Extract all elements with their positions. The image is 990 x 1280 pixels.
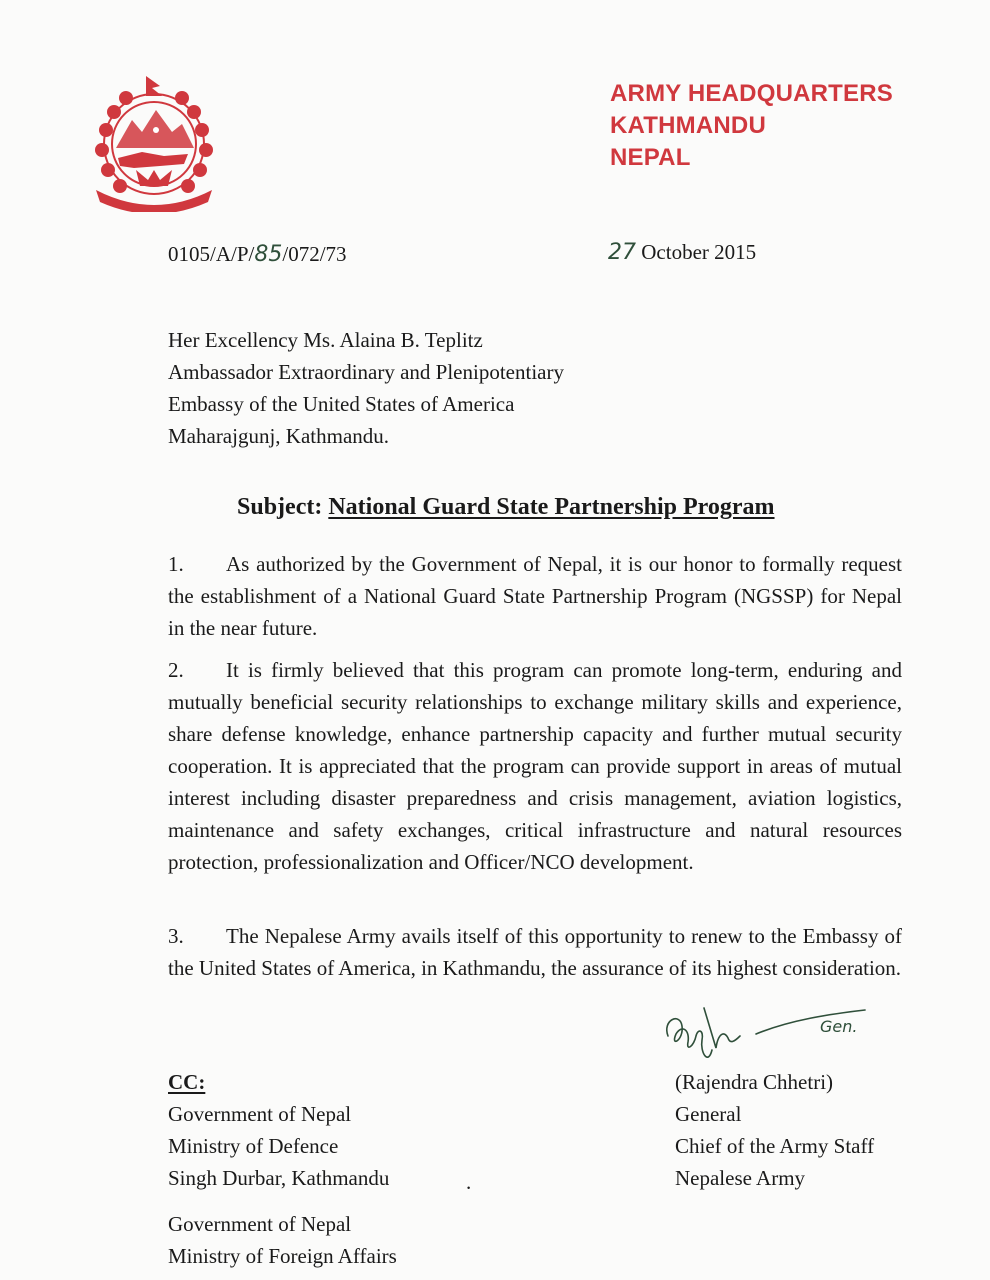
- letterhead-line-3: NEPAL: [610, 144, 691, 171]
- signature-suffix: Gen.: [820, 1017, 858, 1036]
- letterhead-line-1: ARMY HEADQUARTERS: [610, 80, 893, 107]
- signer-name: (Rajendra Chhetri): [675, 1070, 834, 1094]
- letterhead: [610, 78, 893, 174]
- subject-line: [237, 494, 775, 521]
- paragraph-text: As authorized by the Government of Nepal, it is our honor to formally request the establishment of a National Guard State Partnership Program (NGSSP) for Nepal in the near future.: [168, 552, 902, 640]
- paragraph-number: 1.: [168, 552, 184, 576]
- paragraph-text: The Nepalese Army avails itself of this opportunity to renew to the Embassy of the United States of America, in Kathmandu, the assurance of its highest consideration.: [168, 924, 902, 980]
- cc-line: Ministry of Foreign Affairs: [168, 1244, 397, 1268]
- signer-rank: General: [675, 1102, 742, 1126]
- recipient-line-1: Her Excellency Ms. Alaina B. Teplitz: [168, 328, 483, 352]
- paragraph-number: 2.: [168, 658, 184, 682]
- cc-label: CC:: [168, 1070, 206, 1094]
- stray-mark: .: [466, 1170, 472, 1194]
- nepal-coat-of-arms-emblem: [84, 70, 224, 212]
- reference-handwritten-number: 85: [254, 242, 283, 267]
- recipient-address: [168, 324, 564, 452]
- letterhead-line-2: KATHMANDU: [610, 112, 766, 139]
- paragraph-3: [168, 920, 902, 984]
- reference-prefix: 0105/A/P/: [168, 242, 255, 266]
- cc-line: Government of Nepal: [168, 1102, 352, 1126]
- cc-block: [168, 1066, 389, 1194]
- reference-number: [168, 242, 347, 267]
- paragraph-2: [168, 654, 902, 878]
- cc-line: Singh Durbar, Kathmandu: [168, 1166, 390, 1190]
- signer-title: Chief of the Army Staff: [675, 1134, 875, 1158]
- paragraph-1: [168, 548, 902, 644]
- cc-block-2: [168, 1208, 397, 1272]
- reference-suffix: /072/73: [282, 242, 347, 266]
- signer-block: [675, 1066, 874, 1194]
- paragraph-text: It is firmly believed that this program can promote long-term, enduring and mutually beneficial security relationships to exchange military skills and experience, share defense knowledge, enhance partnership capacity and further mutual security cooperation. It is appreciated that the program can provide support in areas of mutual interest including disaster preparedness and crisis management, aviation logistics, maintenance and safety exchanges, critical infrastructure and natural resources protection, professionalization and Officer/NCO development.: [168, 658, 902, 874]
- date-handwritten-day: 27: [608, 240, 636, 265]
- signer-org: Nepalese Army: [675, 1166, 806, 1190]
- recipient-line-4: Maharajgunj, Kathmandu.: [168, 424, 390, 448]
- cc-line: Government of Nepal: [168, 1212, 352, 1236]
- subject-text: National Guard State Partnership Program: [328, 494, 775, 520]
- subject-label: Subject:: [237, 494, 323, 520]
- paragraph-number: 3.: [168, 924, 184, 948]
- recipient-line-2: Ambassador Extraordinary and Plenipotentiary: [168, 360, 564, 384]
- cc-line: Ministry of Defence: [168, 1134, 339, 1158]
- letter-date: [608, 240, 756, 265]
- date-rest: October 2015: [641, 240, 757, 264]
- handwritten-signature: [660, 990, 880, 1070]
- recipient-line-3: Embassy of the United States of America: [168, 392, 515, 416]
